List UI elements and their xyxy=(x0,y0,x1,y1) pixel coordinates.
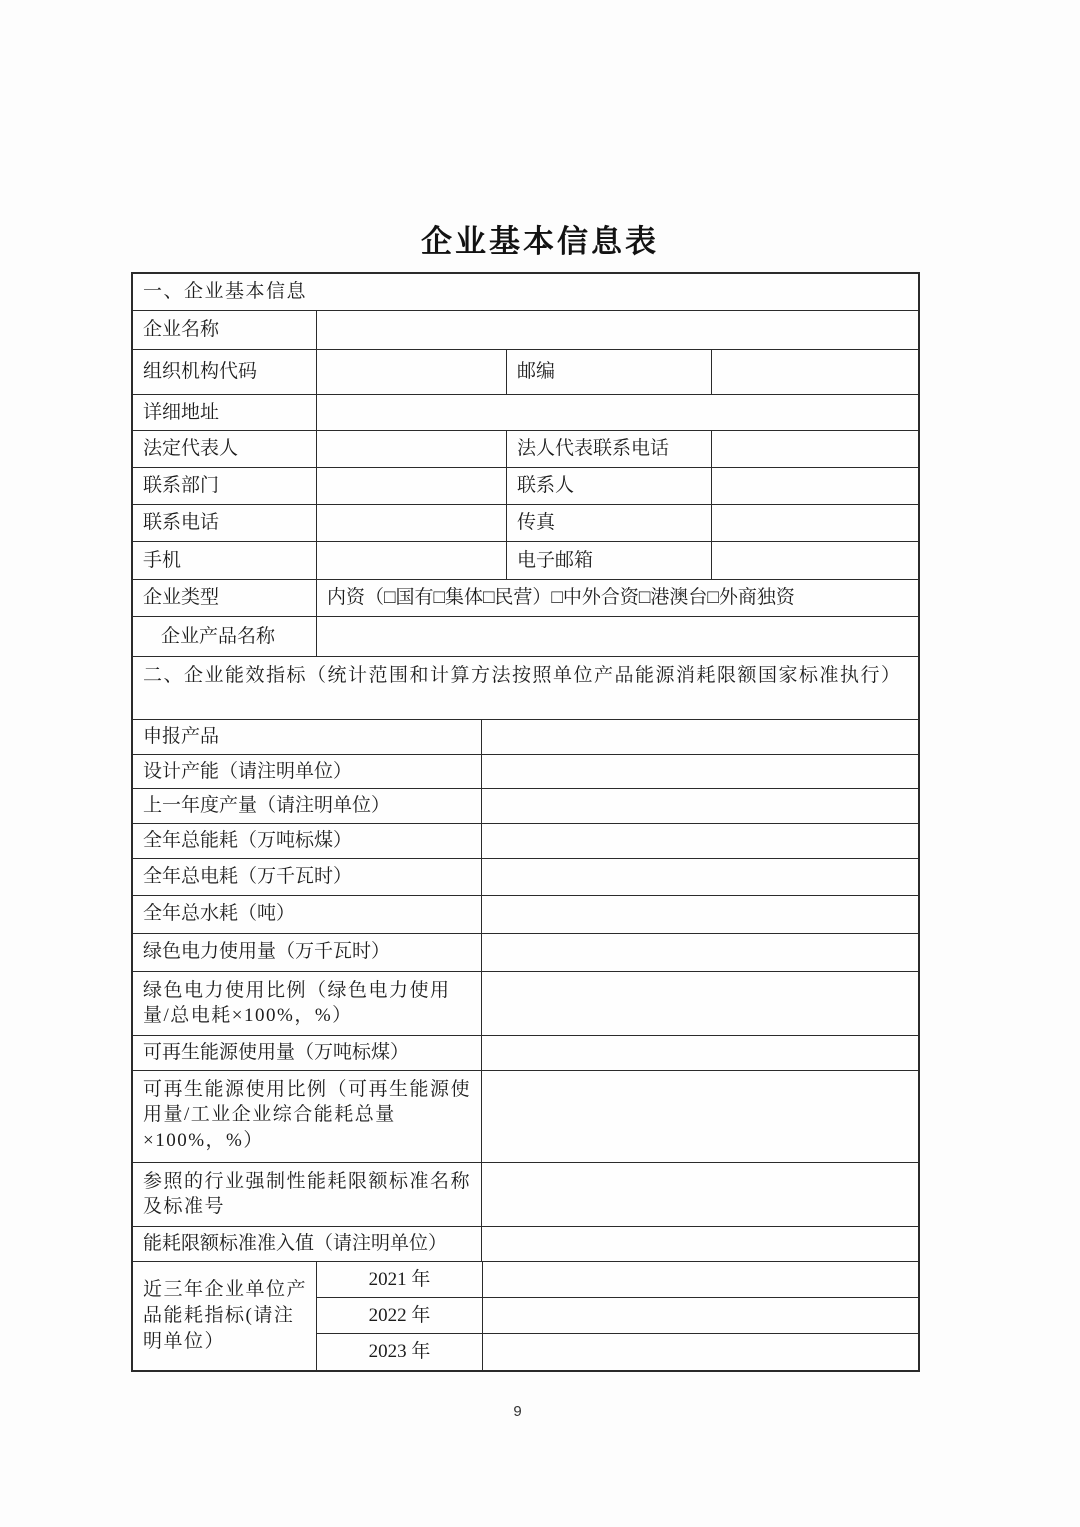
org-code-label: 组织机构代码 xyxy=(133,350,317,394)
email-label: 电子邮箱 xyxy=(507,542,712,579)
section2-header: 二、企业能效指标（统计范围和计算方法按照单位产品能源消耗限额国家标准执行） xyxy=(143,665,902,686)
annual-water-row xyxy=(133,896,918,934)
reference-standard-label: 参照的行业强制性能耗限额标准名称及标准号 xyxy=(133,1163,482,1226)
renewable-usage-row xyxy=(133,1036,918,1071)
contact-dept-label: 联系部门 xyxy=(133,468,317,504)
address-row xyxy=(133,395,918,431)
mobile-value-cell xyxy=(317,542,507,579)
annual-electricity-value-cell xyxy=(482,859,918,895)
year-2022-value-cell xyxy=(483,1298,918,1333)
renewable-usage-value-cell xyxy=(482,1036,918,1070)
green-power-usage-row xyxy=(133,934,918,972)
page-number: 9 xyxy=(513,1403,522,1420)
standard-entry-value-row xyxy=(133,1227,918,1262)
contact-person-label: 联系人 xyxy=(507,468,712,504)
product-name-value-cell xyxy=(317,617,918,656)
standard-entry-value-label: 能耗限额标准准入值（请注明单位） xyxy=(133,1227,482,1261)
declared-product-label: 申报产品 xyxy=(133,720,482,754)
legal-rep-phone-label: 法人代表联系电话 xyxy=(507,431,712,467)
design-capacity-value-cell xyxy=(482,755,918,789)
contact-person-value-cell xyxy=(712,468,918,504)
year-2023-label: 2023 年 xyxy=(317,1334,483,1369)
renewable-usage-label: 可再生能源使用量（万吨标煤） xyxy=(133,1036,482,1070)
year-2021-value-cell xyxy=(483,1262,918,1297)
legal-rep-row xyxy=(133,431,918,468)
legal-rep-phone-value-cell xyxy=(712,431,918,467)
contact-phone-value-cell xyxy=(317,505,507,541)
company-type-options: 内资（□国有□集体□民营）□中外合资□港澳台□外商独资 xyxy=(327,587,795,609)
annual-energy-value-cell xyxy=(482,824,918,858)
address-value-cell xyxy=(317,395,918,430)
fax-value-cell xyxy=(712,505,918,541)
section2-header-row xyxy=(133,657,918,720)
annual-electricity-label: 全年总电耗（万千瓦时） xyxy=(133,859,482,895)
green-power-usage-value-cell xyxy=(482,934,918,971)
contact-phone-label: 联系电话 xyxy=(133,505,317,541)
last-year-output-row xyxy=(133,789,918,824)
email-value-cell xyxy=(712,542,918,579)
last-year-output-label: 上一年度产量（请注明单位） xyxy=(133,789,482,823)
org-code-value-cell xyxy=(317,350,507,394)
reference-standard-value-cell xyxy=(482,1163,918,1226)
three-year-subtable xyxy=(317,1262,918,1370)
standard-entry-value-cell xyxy=(482,1227,918,1261)
page-title: 企业基本信息表 xyxy=(421,224,659,259)
annual-energy-label: 全年总能耗（万吨标煤） xyxy=(133,824,482,858)
section1-header: 一、企业基本信息 xyxy=(143,281,308,303)
green-power-ratio-row xyxy=(133,972,918,1036)
year-2021-row xyxy=(317,1262,918,1298)
company-name-value-cell xyxy=(317,311,918,349)
company-type-label: 企业类型 xyxy=(133,580,317,616)
green-power-usage-label: 绿色电力使用量（万千瓦时） xyxy=(133,934,482,971)
annual-water-label: 全年总水耗（吨） xyxy=(133,896,482,933)
mobile-row xyxy=(133,542,918,580)
last-year-output-value-cell xyxy=(482,789,918,823)
annual-electricity-row xyxy=(133,859,918,896)
design-capacity-row xyxy=(133,755,918,790)
enterprise-info-table xyxy=(131,272,920,1372)
fax-label: 传真 xyxy=(507,505,712,541)
annual-water-value-cell xyxy=(482,896,918,933)
section1-header-row xyxy=(133,274,918,311)
green-power-ratio-value-cell xyxy=(482,972,918,1035)
year-2021-label: 2021 年 xyxy=(317,1262,483,1297)
year-2023-value-cell xyxy=(483,1334,918,1369)
postal-label: 邮编 xyxy=(507,350,712,394)
mobile-label: 手机 xyxy=(133,542,317,579)
contact-phone-row xyxy=(133,505,918,542)
annual-energy-row xyxy=(133,824,918,859)
declared-product-value-cell xyxy=(482,720,918,754)
three-year-indicator-label: 近三年企业单位产品能耗指标(请注明单位） xyxy=(133,1262,317,1370)
org-code-row xyxy=(133,350,918,395)
legal-rep-label: 法定代表人 xyxy=(133,431,317,467)
product-name-row xyxy=(133,617,918,657)
year-2022-row xyxy=(317,1298,918,1334)
declared-product-row xyxy=(133,720,918,755)
renewable-ratio-value-cell xyxy=(482,1071,918,1162)
design-capacity-label: 设计产能（请注明单位） xyxy=(133,755,482,789)
company-type-row xyxy=(133,580,918,617)
product-name-label: 企业产品名称 xyxy=(133,617,317,656)
company-name-row xyxy=(133,311,918,350)
renewable-ratio-label: 可再生能源使用比例（可再生能源使用量/工业企业综合能耗总量×100%，%） xyxy=(133,1071,482,1162)
postal-value-cell xyxy=(712,350,918,394)
contact-dept-value-cell xyxy=(317,468,507,504)
year-2022-label: 2022 年 xyxy=(317,1298,483,1333)
address-label: 详细地址 xyxy=(133,395,317,430)
contact-dept-row xyxy=(133,468,918,505)
renewable-ratio-row xyxy=(133,1071,918,1163)
year-2023-row xyxy=(317,1334,918,1369)
company-name-label: 企业名称 xyxy=(133,311,317,349)
green-power-ratio-label: 绿色电力使用比例（绿色电力使用量/总电耗×100%，%） xyxy=(133,972,482,1035)
legal-rep-value-cell xyxy=(317,431,507,467)
three-year-indicator-row xyxy=(133,1262,918,1370)
reference-standard-row xyxy=(133,1163,918,1227)
